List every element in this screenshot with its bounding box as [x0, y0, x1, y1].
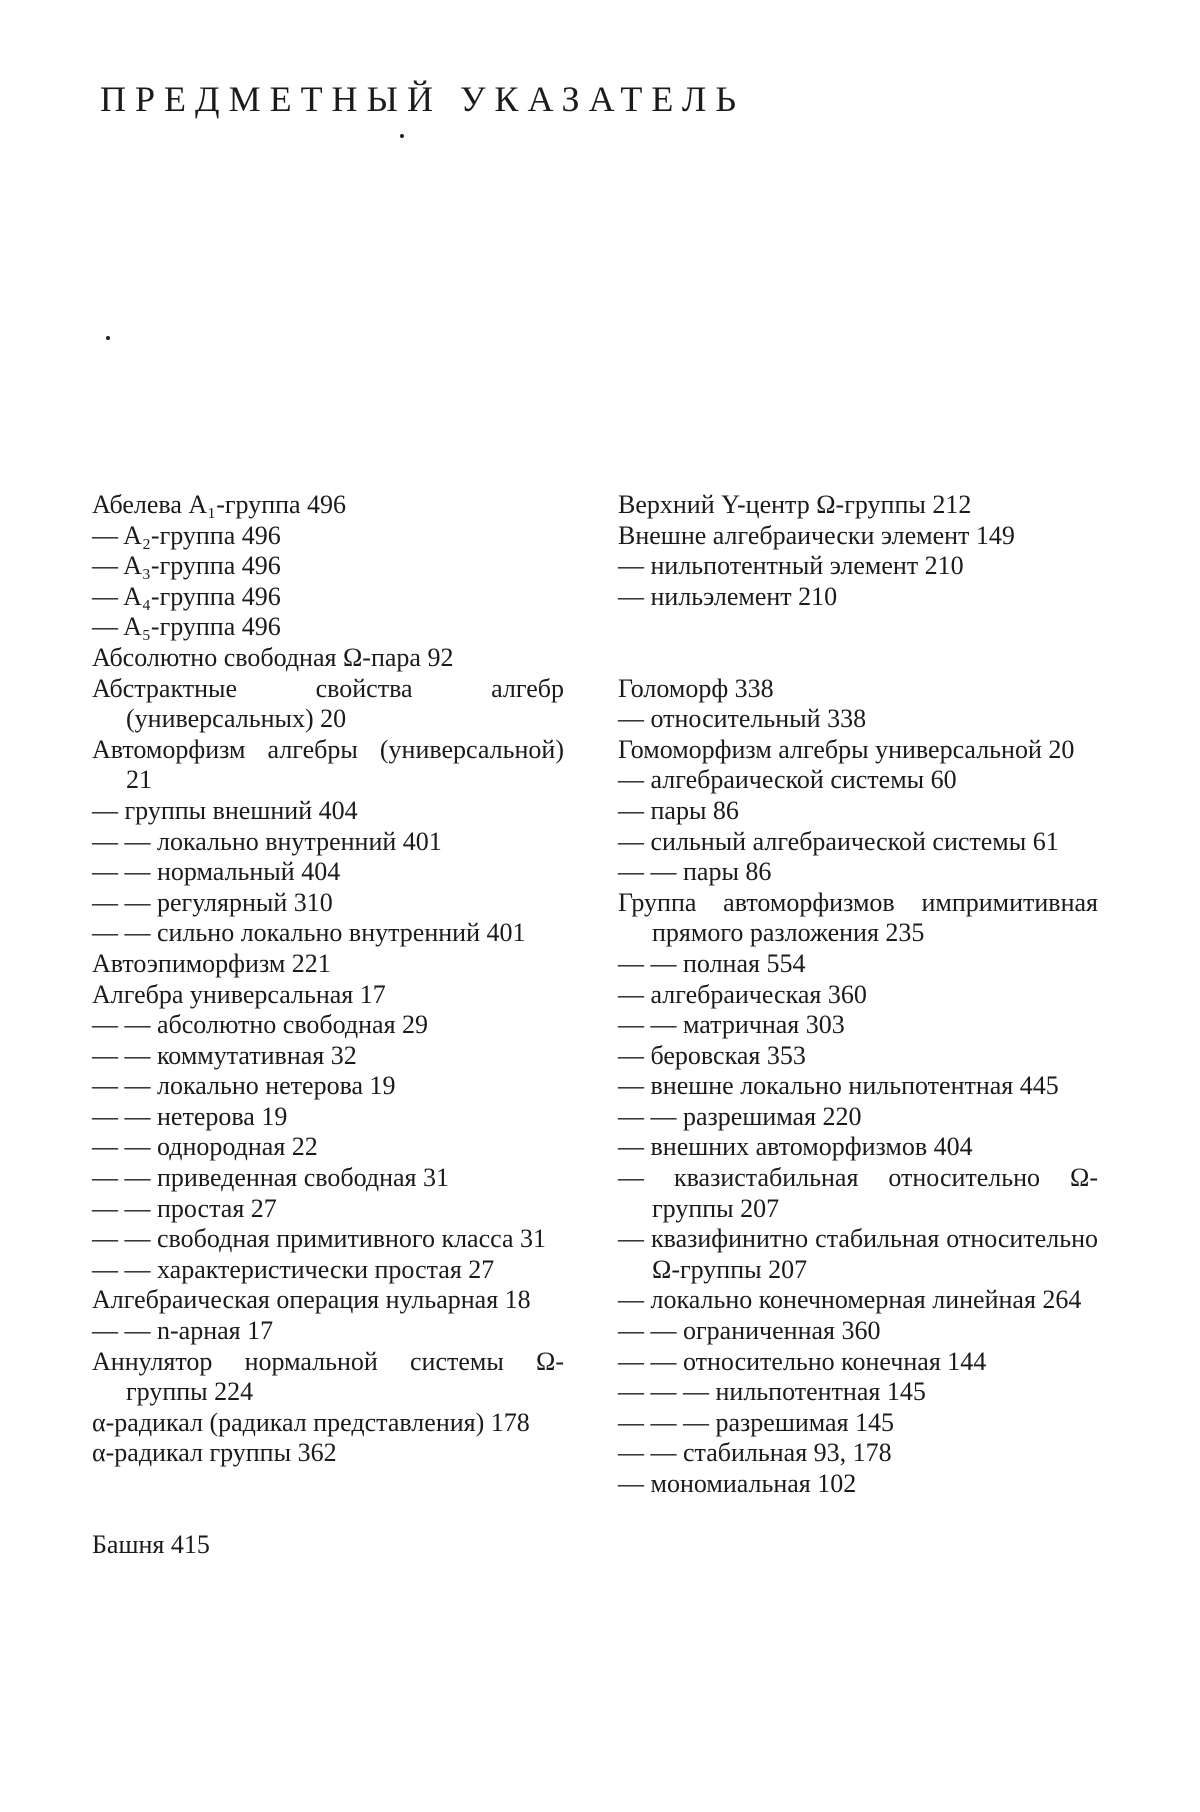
index-entry: — — нормальный 404	[92, 857, 341, 887]
index-column-right	[618, 490, 1098, 1500]
index-entry: Верхний Y-центр Ω-группы 212	[618, 490, 972, 519]
index-entry: Абстрактные свойства алгебр (универсальных) 20	[92, 673, 564, 734]
index-entry: — внешних автоморфизмов 404	[618, 1132, 973, 1162]
index-entry: — — стабильная 93, 178	[618, 1438, 892, 1468]
index-entry: — нильэлемент 210	[618, 581, 838, 611]
index-entry: — — относительно конечная 144	[618, 1346, 987, 1376]
index-entry: — — локально внутренний 401	[92, 826, 442, 856]
speck-mark	[400, 134, 404, 138]
index-entry: — группы внешний 404	[92, 795, 358, 825]
index-entry: — — свободная примитивного класса 31	[92, 1224, 547, 1254]
index-entry: — — абсолютно свободная 29	[92, 1010, 429, 1040]
index-entry: — A₄-группа 496	[92, 581, 281, 611]
index-entry: — — — нильпотентная 145	[618, 1377, 926, 1407]
index-entry: Автоэпиморфизм 221	[92, 948, 331, 978]
group-spacer	[618, 612, 1098, 673]
index-group	[618, 490, 1098, 612]
index-entry: — — однородная 22	[92, 1132, 318, 1162]
index-entry: — A₂-группа 496	[92, 520, 281, 550]
index-entry: — — регулярный 310	[92, 887, 333, 917]
index-entry: — — полная 554	[618, 948, 806, 978]
index-entry: — локально конечномерная линейная 264	[618, 1285, 1082, 1315]
index-entry: Группа автоморфизмов импримитивная прямого разложения 235	[618, 887, 1098, 948]
index-entry: — — сильно локально внутренний 401	[92, 918, 526, 948]
page-title: ПРЕДМЕТНЫЙ УКАЗАТЕЛЬ	[100, 79, 746, 119]
index-entry: Голоморф 338	[618, 673, 774, 703]
index-entry: — — матричная 303	[618, 1010, 845, 1040]
index-entry: — квазистабильная относительно Ω-группы 207	[618, 1163, 1098, 1223]
index-entry: Внешне алгебраически элемент 149	[618, 520, 1015, 550]
index-entry: — — ограниченная 360	[618, 1316, 881, 1346]
index-entry: — алгебраической системы 60	[618, 765, 957, 795]
index-entry: Автоморфизм алгебры (универсальной) 21	[92, 734, 564, 795]
index-entry: Гомоморфизм алгебры универсальной 20	[618, 734, 1075, 764]
index-entry: — A₅-группа 496	[92, 612, 281, 642]
index-entry: — сильный алгебраической системы 61	[618, 826, 1059, 856]
index-entry: — — приведенная свободная 31	[92, 1163, 450, 1193]
index-entry: Алгебраическая операция нульарная 18	[92, 1285, 531, 1315]
index-entry: — относительный 338	[618, 704, 867, 734]
index-entry: — беровская 353	[618, 1040, 806, 1070]
index-entry: — — нетерова 19	[92, 1101, 288, 1131]
index-entry: — — — разрешимая 145	[618, 1407, 895, 1437]
index-entry: — мономиальная 102	[618, 1469, 857, 1498]
index-entry: — внешне локально нильпотентная 445	[618, 1071, 1059, 1101]
index-entry: — алгебраическая 360	[618, 979, 867, 1009]
index-entry: α-радикал (радикал представления) 178	[92, 1407, 530, 1437]
index-entry: Абсолютно свободная Ω-пара 92	[92, 642, 454, 672]
group-spacer	[92, 1469, 564, 1530]
index-entry: — — n-арная 17	[92, 1316, 274, 1346]
index-entry: — — характеристически простая 27	[92, 1254, 495, 1284]
index-group	[618, 674, 1098, 1500]
index-entry: — пары 86	[618, 795, 739, 825]
index-entry: — A₃-группа 496	[92, 551, 281, 581]
speck-mark	[106, 336, 110, 340]
index-entry: Башня 415	[92, 1530, 210, 1560]
index-group	[92, 490, 564, 1469]
index-entry: — — простая 27	[92, 1193, 277, 1223]
index-entry: — квазифинитно стабильная относительно Ω-группы 207	[618, 1224, 1098, 1284]
index-entry: Алгебра универсальная 17	[92, 979, 386, 1009]
index-entry: — — разрешимая 220	[618, 1101, 862, 1131]
index-entry: Аннулятор нормальной системы Ω-группы 224	[92, 1346, 564, 1407]
index-entry: α-радикал группы 362	[92, 1438, 337, 1468]
index-entry: — — коммутативная 32	[92, 1040, 357, 1070]
index-group	[92, 1530, 564, 1561]
index-entry: — нильпотентный элемент 210	[618, 551, 964, 581]
index-entry: Абелева A₁-группа 496	[92, 490, 347, 519]
index-column-left	[92, 490, 564, 1561]
index-entry: — — пары 86	[618, 857, 772, 887]
index-entry: — — локально нетерова 19	[92, 1071, 396, 1101]
